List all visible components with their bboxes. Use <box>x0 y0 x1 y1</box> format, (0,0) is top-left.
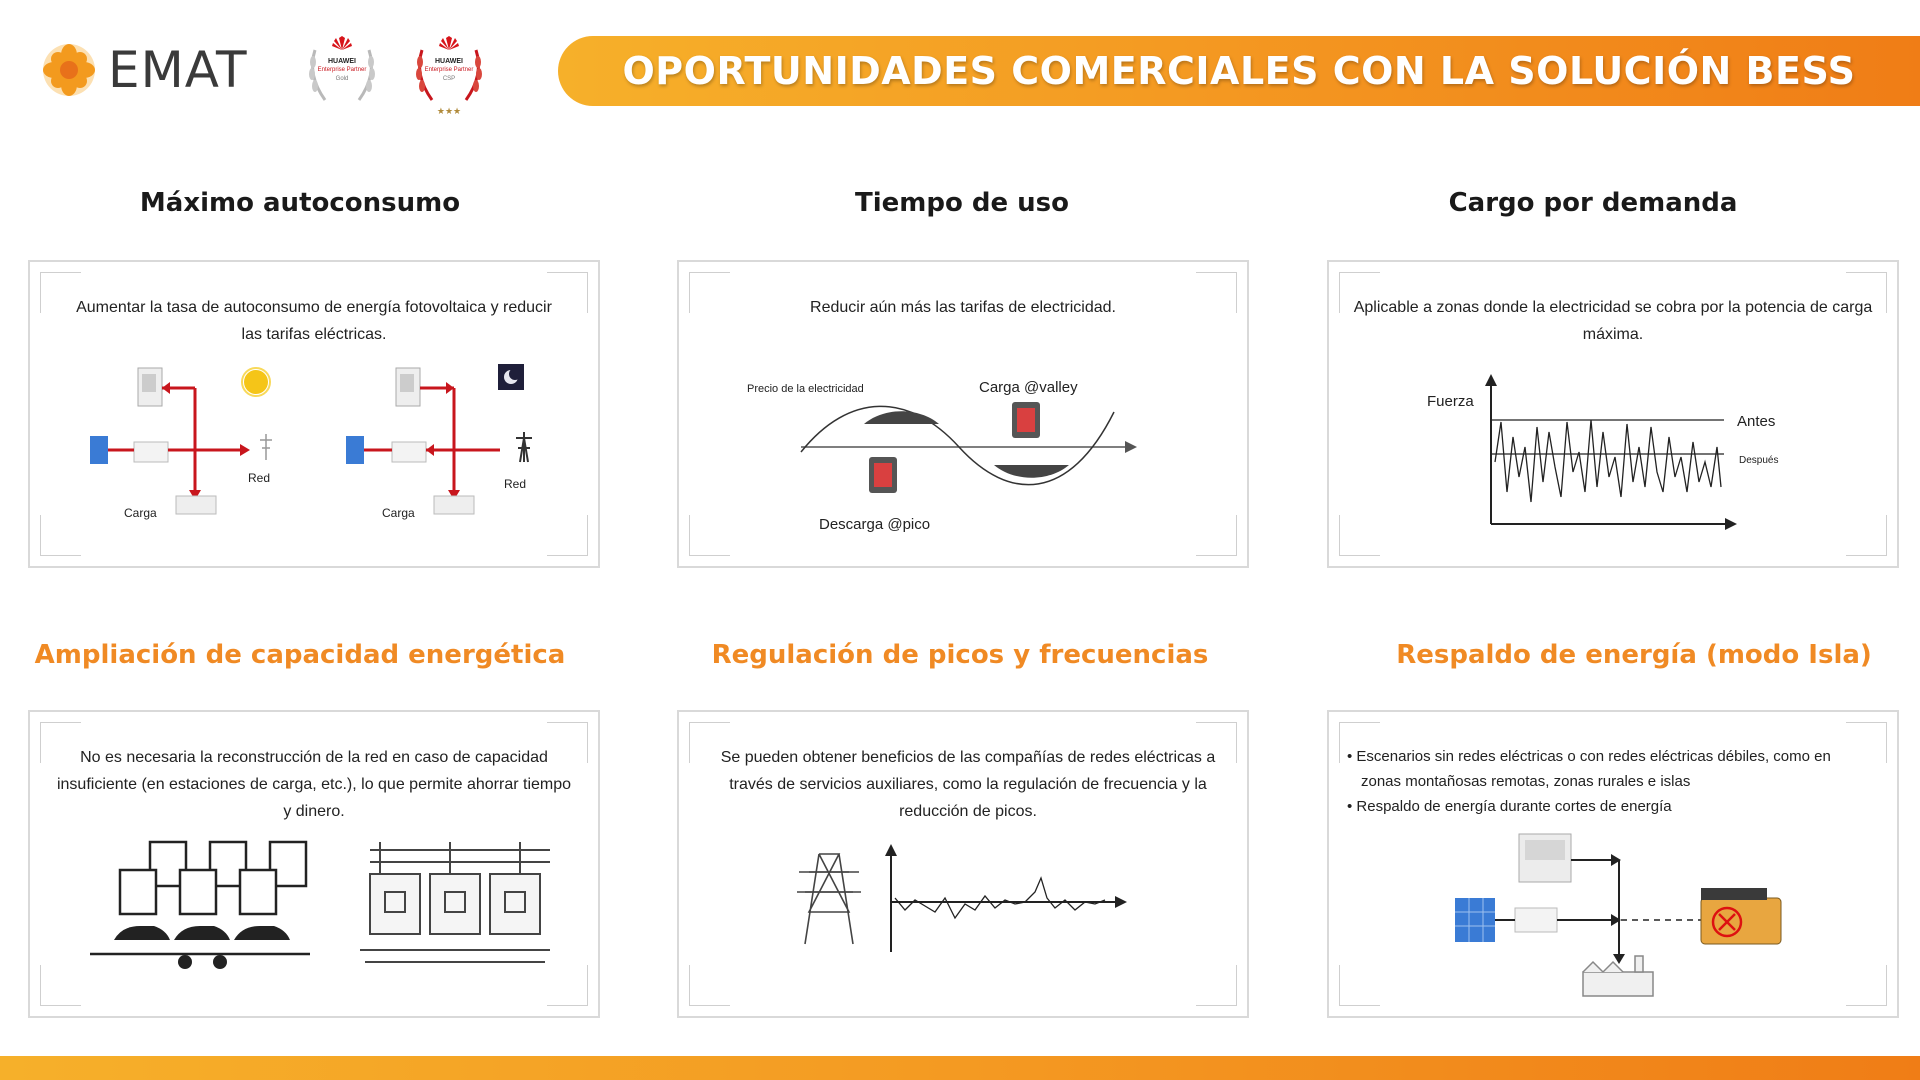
title-regulacion: Regulación de picos y frecuencias <box>711 640 1209 670</box>
card-text: Aplicable a zonas donde la electricidad se cobra por la potencia de carga máxima. <box>1353 299 1873 343</box>
title-respaldo: Respaldo de energía (modo Isla) <box>1396 640 1872 670</box>
card-respaldo <box>1327 710 1899 1018</box>
discharge-label: Descarga @pico <box>819 516 931 533</box>
inverter-icon <box>392 442 426 462</box>
load-label: Carga <box>124 506 157 520</box>
ampliacion-diagram <box>30 712 602 1020</box>
title-banner <box>558 36 1920 106</box>
price-label: Precio de la electricidad <box>747 383 864 395</box>
inverter-icon <box>134 442 168 462</box>
load-icon <box>434 496 474 514</box>
pylon-icon <box>516 432 532 462</box>
badge-brand: HUAWEI <box>328 58 356 65</box>
emat-logo <box>40 38 248 102</box>
regulacion-diagram <box>679 712 1251 1020</box>
emat-flower-icon <box>40 41 98 99</box>
inverter-icon <box>1515 908 1557 932</box>
badge-line1: Enterprise Partner <box>424 67 474 73</box>
svg-text:★★★: ★★★ <box>436 107 462 117</box>
before-label: Antes <box>1737 413 1776 430</box>
card-ampliacion <box>28 710 600 1018</box>
generator-icon <box>1701 888 1781 944</box>
solar-panel-icon <box>346 436 364 464</box>
solar-panel-icon <box>1455 898 1495 942</box>
huawei-csp-badge <box>410 30 488 120</box>
page-title: OPORTUNIDADES COMERCIALES CON LA SOLUCIÓN BESS <box>622 49 1856 93</box>
bullet-item: • Respaldo de energía durante cortes de energía <box>1347 798 1672 815</box>
card-text: Se pueden obtener beneficios de las compañías de redes eléctricas a través de servicios auxiliares, como la regulación de frecuencia y la reducción de picos. <box>720 749 1216 820</box>
badge-line2: CSP <box>442 76 456 82</box>
yaxis-label: Fuerza <box>1427 393 1474 410</box>
badge-line1: Enterprise Partner <box>317 67 367 73</box>
solar-panel-icon <box>90 436 108 464</box>
car-icons <box>114 926 290 969</box>
load-label: Carga <box>382 506 415 520</box>
respaldo-diagram <box>1329 712 1901 1020</box>
header <box>0 0 1920 130</box>
grid-label: Red <box>248 471 271 485</box>
charge-label: Carga @valley <box>979 379 1078 396</box>
title-tiempo-uso: Tiempo de uso <box>854 188 1070 218</box>
badge-line2: Gold <box>335 76 349 82</box>
huawei-gold-badge <box>303 30 381 120</box>
transmission-tower-icon <box>797 854 861 944</box>
card-text: No es necesaria la reconstrucción de la red en caso de capacidad insuficiente (en estaciones de carga, etc.), lo que permite ahorrar tiempo y dinero. <box>56 749 572 820</box>
tiempo-uso-diagram <box>679 262 1251 570</box>
card-autoconsumo <box>28 260 600 568</box>
title-cargo-demanda: Cargo por demanda <box>1448 188 1738 218</box>
after-label: Después <box>1739 455 1779 466</box>
grid-label: Red <box>504 477 527 491</box>
title-autoconsumo: Máximo autoconsumo <box>139 188 461 218</box>
card-regulacion <box>677 710 1249 1018</box>
footer-bar <box>0 1056 1920 1080</box>
title-ampliacion: Ampliación de capacidad energética <box>34 640 566 670</box>
logo-text: EMAT <box>108 41 248 99</box>
badge-brand: HUAWEI <box>435 58 463 65</box>
substation-icon <box>360 842 550 962</box>
bullet-item: • Escenarios sin redes eléctricas o con redes eléctricas débiles, como en zonas montañosas remotas, zonas rurales e islas <box>1347 748 1831 790</box>
card-text: Aumentar la tasa de autoconsumo de energía fotovoltaica y reducir las tarifas eléctricas. <box>76 299 552 343</box>
pylon-icon <box>260 434 272 460</box>
sun-icon <box>244 370 268 394</box>
card-text: Reducir aún más las tarifas de electricidad. <box>810 299 1116 316</box>
cargo-demanda-diagram <box>1329 262 1901 570</box>
autoconsumo-diagram <box>30 262 602 570</box>
card-tiempo-uso <box>677 260 1249 568</box>
card-cargo-demanda <box>1327 260 1899 568</box>
load-icon <box>176 496 216 514</box>
